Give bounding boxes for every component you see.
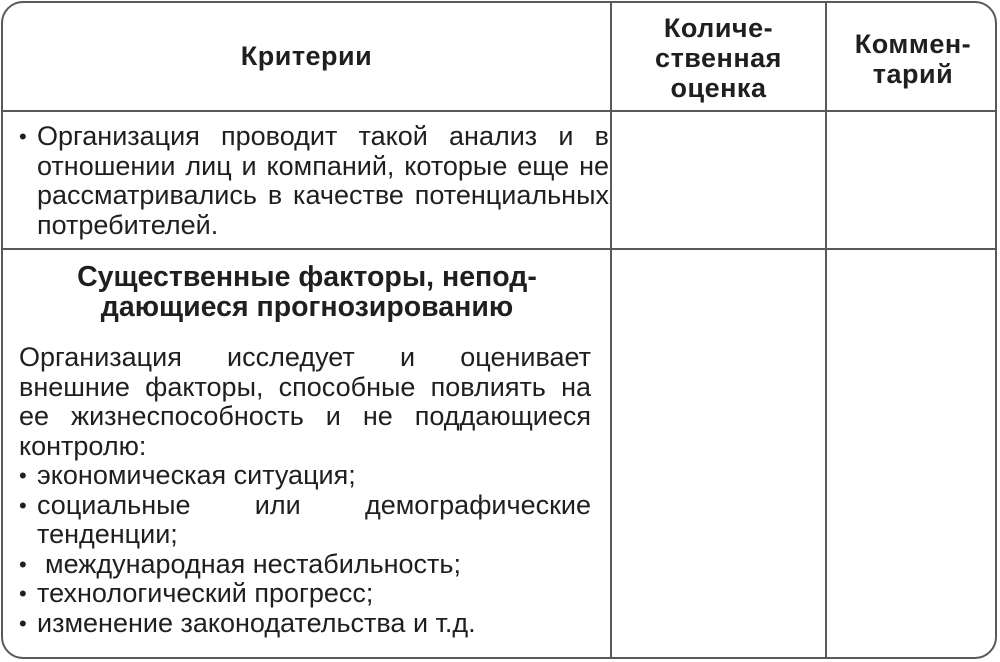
row2-bullet-3-text: международная нестабильность; [45,548,461,579]
header-comment [827,29,997,89]
row2-paragraph: Организация исследует и оценивает внешние факторы, способные повлиять на ее жизнеспособность и не поддающиеся контролю: [19,342,591,461]
header-score-line-1: Количе- [663,13,774,43]
row2-content [19,343,591,638]
row2-bullet-5 [19,609,591,639]
row-divider [3,248,995,250]
row2-bullet-5-text: изменение законодательства и т.д. [37,607,476,638]
table-frame [1,1,997,659]
column-divider-2 [825,3,827,657]
row2-bullet-1 [19,461,591,491]
header-criteria [3,41,610,71]
header-divider [3,110,995,112]
row2-title-line-2: дающиеся прогнозированию [100,291,514,323]
row2-title-line-1: Существенные факторы, непод- [77,261,537,293]
row2-bullet-2 [19,491,591,550]
row1-criteria-bullet [19,122,609,240]
row2-bullet-4-text: технологический прогресс; [37,578,374,608]
header-criteria-text: Критерии [240,41,373,71]
header-score-line-3: оценка [670,73,767,103]
header-score [612,13,825,103]
header-score-line-2: ственная [655,43,782,73]
header-comment-line-1: Коммен- [854,29,972,59]
row2-bullet-4 [19,579,591,609]
row2-section-title [13,262,601,322]
row2-bullet-2-text: социальные или демографические тенденции; [37,489,591,549]
row2-bullet-3 [19,550,591,580]
row1-criteria-text: Организация проводит такой анализ и в отношении лиц и компаний, которые еще не рассматривались в качестве потенциальных потребителей. [37,121,609,240]
header-comment-line-2: тарий [872,59,954,89]
row2-bullet-1-text: экономическая ситуация; [37,460,356,490]
